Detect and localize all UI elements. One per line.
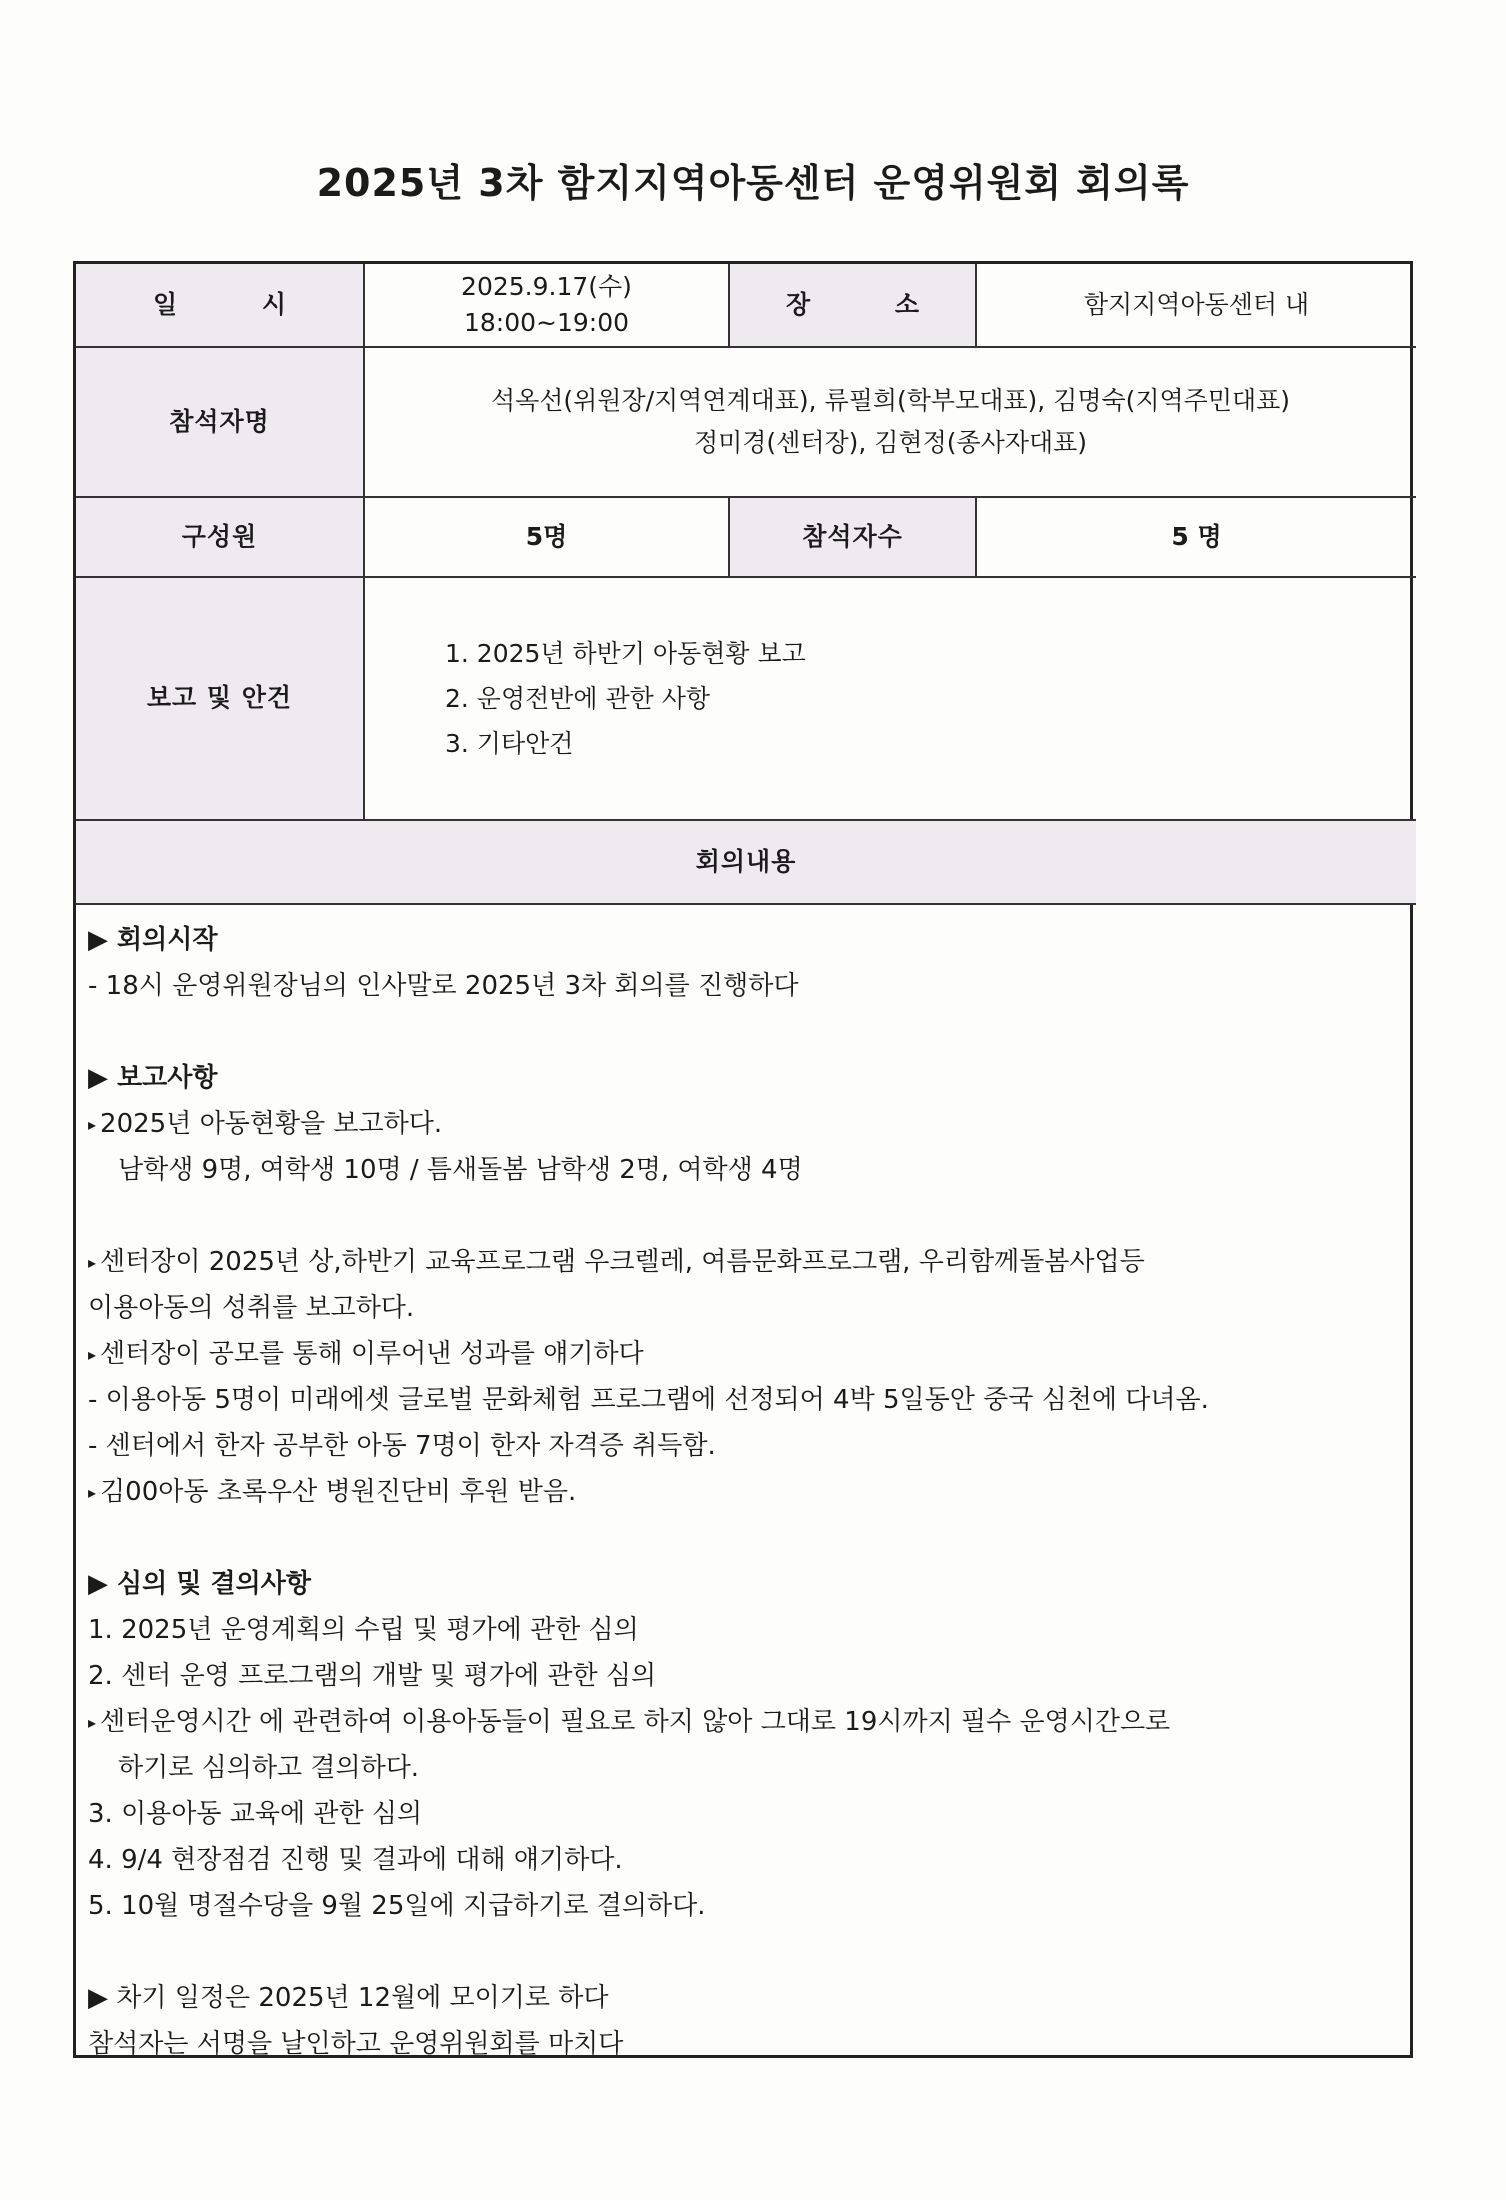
report-item	[88, 1101, 1410, 1147]
minutes-content	[76, 905, 1410, 2067]
bullet-marker: ▸	[88, 1344, 97, 1364]
place-value: 함지지역아동센터 내	[976, 264, 1416, 347]
date-label: 일 시	[76, 264, 364, 347]
date-value	[364, 264, 729, 347]
decision-item: 2. 센터 운영 프로그램의 개발 및 평가에 관한 심의	[88, 1661, 657, 1691]
report-heading: ▶ 보고사항	[88, 1063, 218, 1093]
report-text: 센터장이 공모를 통해 이루어낸 성과를 얘기하다	[100, 1339, 644, 1369]
start-text: - 18시 운영위원장님의 인사말로 2025년 3차 회의를 진행하다	[88, 971, 799, 1001]
members-label: 구성원	[76, 497, 364, 577]
start-heading: ▶ 회의시작	[88, 925, 218, 955]
decision-item: 1. 2025년 운영계획의 수립 및 평가에 관한 심의	[88, 1615, 639, 1645]
decision-heading: ▶ 심의 및 결의사항	[88, 1569, 311, 1599]
agenda-item: 1. 2025년 하반기 아동현황 보고	[445, 639, 806, 668]
closing-text: 참석자는 서명을 날인하고 운영위원회를 마치다	[88, 2029, 624, 2059]
report-text: 김00아동 초록우산 병원진단비 후원 받음.	[100, 1477, 577, 1507]
report-item	[88, 1469, 1410, 1515]
bullet-marker: ▸	[88, 1482, 97, 1502]
meeting-info-table	[76, 264, 1416, 905]
report-text-cont: 이용아동의 성취를 보고하다.	[88, 1293, 415, 1323]
report-text: 센터장이 2025년 상,하반기 교육프로그램 우크렐레, 여름문화프로그램, 우리함께돌봄사업등	[100, 1247, 1145, 1277]
attendees-line: 정미경(센터장), 김현정(종사자대표)	[693, 428, 1087, 457]
decision-item: 5. 10월 명절수당을 9월 25일에 지급하기로 결의하다.	[88, 1891, 706, 1921]
bullet-marker: ▸	[88, 1712, 97, 1732]
minutes-section-title: 회의내용	[76, 820, 1416, 904]
minutes-document	[73, 261, 1413, 2058]
report-subitem: - 센터에서 한자 공부한 아동 7명이 한자 자격증 취득함.	[88, 1431, 716, 1461]
page-title: 2025년 3차 함지지역아동센터 운영위원회 회의록	[316, 161, 1190, 205]
present-label: 참석자수	[729, 497, 976, 577]
report-subitem: - 이용아동 5명이 미래에셋 글로벌 문화체험 프로그램에 선정되어 4박 5일동안 중국 심천에 다녀옴.	[88, 1385, 1209, 1415]
decision-item: 3. 이용아동 교육에 관한 심의	[88, 1799, 423, 1829]
attendees-line: 석옥선(위원장/지역연계대표), 류필희(학부모대표), 김명숙(지역주민대표)	[490, 385, 1291, 415]
time-line: 18:00~19:00	[463, 308, 630, 337]
agenda-list	[364, 577, 1416, 820]
report-detail: 남학생 9명, 여학생 10명 / 틈새돌봄 남학생 2명, 여학생 4명	[118, 1155, 803, 1185]
members-value: 5명	[364, 497, 729, 577]
report-item	[88, 1331, 1410, 1377]
place-label: 장 소	[729, 264, 976, 347]
attendees-label: 참석자명	[76, 347, 364, 497]
agenda-item: 2. 운영전반에 관한 사항	[445, 684, 711, 713]
agenda-item: 3. 기타안건	[445, 729, 574, 758]
decision-subitem-text: 센터운영시간 에 관련하여 이용아동들이 필요로 하지 않아 그대로 19시까지 필수 운영시간으로	[100, 1707, 1171, 1737]
decision-subitem-cont: 하기로 심의하고 결의하다.	[118, 1753, 420, 1783]
report-item	[88, 1239, 1410, 1285]
agenda-label: 보고 및 안건	[76, 577, 364, 820]
next-meeting: ▶ 차기 일정은 2025년 12월에 모이기로 하다	[88, 1983, 609, 2013]
date-line: 2025.9.17(수)	[461, 271, 632, 301]
decision-subitem	[88, 1699, 1410, 1745]
bullet-marker: ▸	[88, 1114, 97, 1134]
present-value: 5 명	[976, 497, 1416, 577]
report-text: 2025년 아동현황을 보고하다.	[100, 1109, 443, 1139]
bullet-marker: ▸	[88, 1252, 97, 1272]
attendees-value	[364, 347, 1416, 497]
decision-item: 4. 9/4 현장점검 진행 및 결과에 대해 얘기하다.	[88, 1845, 623, 1875]
